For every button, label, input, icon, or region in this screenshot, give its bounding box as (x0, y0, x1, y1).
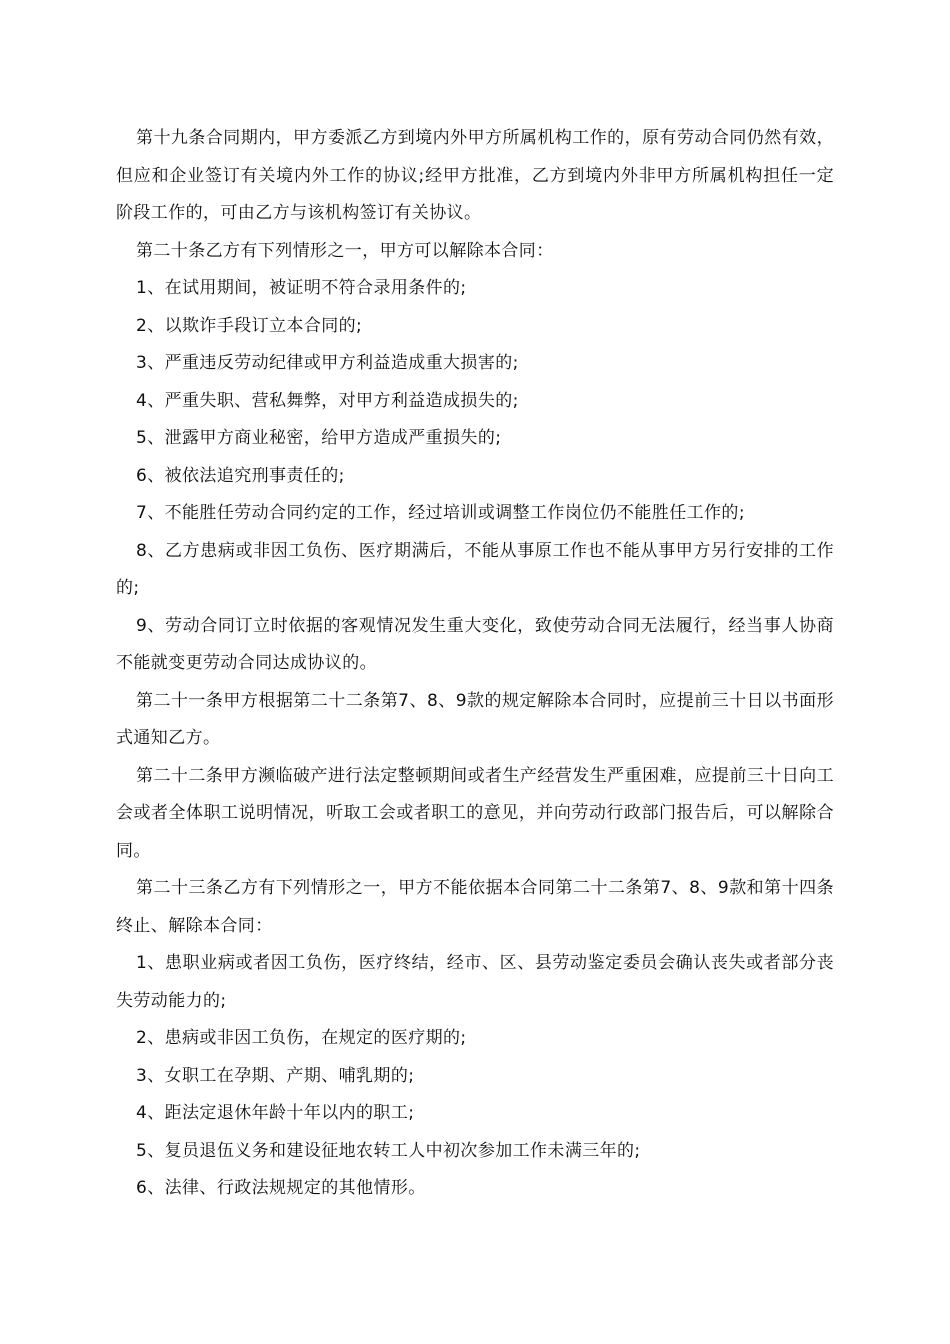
article-23-heading: 第二十三条乙方有下列情形之一，甲方不能依据本合同第二十二条第7、8、9款和第十四条终止、解除本合同： (116, 878, 834, 936)
article-20-item-9: 9、劳动合同订立时依据的客观情况发生重大变化，致使劳动合同无法履行，经当事人协商不能就变更劳动合同达成协议的。 (116, 615, 834, 673)
article-20-item-1: 1、在试用期间，被证明不符合录用条件的; (136, 278, 467, 298)
article-20-item-8: 8、乙方患病或非因工负伤、医疗期满后，不能从事原工作也不能从事甲方另行安排的工作的; (116, 540, 834, 598)
article-23-item-5: 5、复员退伍义务和建设征地农转工人中初次参加工作未满三年的; (136, 1140, 641, 1161)
article-20-item-6: 6、被依法追究刑事责任的; (136, 465, 345, 486)
article-19-paragraph: 第十九条合同期内，甲方委派乙方到境内外甲方所属机构工作的，原有劳动合同仍然有效，但应和企业签订有关境内外工作的协议;经甲方批准，乙方到境内外非甲方所属机构担任一定阶段工作的，可由乙方与该机构签订有关协议。 (116, 128, 834, 223)
article-23-item-3: 3、女职工在孕期、产期、哺乳期的; (136, 1065, 415, 1086)
article-20-heading: 第二十条乙方有下列情形之一，甲方可以解除本合同： (136, 240, 554, 261)
article-22-paragraph: 第二十二条甲方濒临破产进行法定整顿期间或者生产经营发生严重困难，应提前三十日向工会或者全体职工说明情况，听取工会或者职工的意见，并向劳动行政部门报告后，可以解除合同。 (116, 765, 834, 861)
article-20-item-5: 5、泄露甲方商业秘密，给甲方造成严重损失的; (136, 428, 502, 448)
article-20-item-3: 3、严重违反劳动纪律或甲方利益造成重大损害的; (136, 353, 519, 373)
article-23-item-1: 1、患职业病或者因工负伤，医疗终结，经市、区、县劳动鉴定委员会确认丧失或者部分丧失劳动能力的; (116, 953, 834, 1011)
article-23-item-6: 6、法律、行政法规规定的其他情形。 (136, 1178, 426, 1198)
article-23-item-4: 4、距法定退休年龄十年以内的职工; (136, 1103, 415, 1123)
article-21-paragraph: 第二十一条甲方根据第二十二条第7、8、9款的规定解除本合同时，应提前三十日以书面形式通知乙方。 (116, 690, 834, 748)
article-20-item-4: 4、严重失职、营私舞弊，对甲方利益造成损失的; (136, 390, 519, 411)
article-20-item-2: 2、以欺诈手段订立本合同的; (136, 315, 363, 336)
article-20-item-7: 7、不能胜任劳动合同约定的工作，经过培训或调整工作岗位仍不能胜任工作的; (136, 503, 745, 523)
article-23-item-2: 2、患病或非因工负伤，在规定的医疗期的; (136, 1028, 467, 1048)
document-body (116, 120, 834, 1208)
